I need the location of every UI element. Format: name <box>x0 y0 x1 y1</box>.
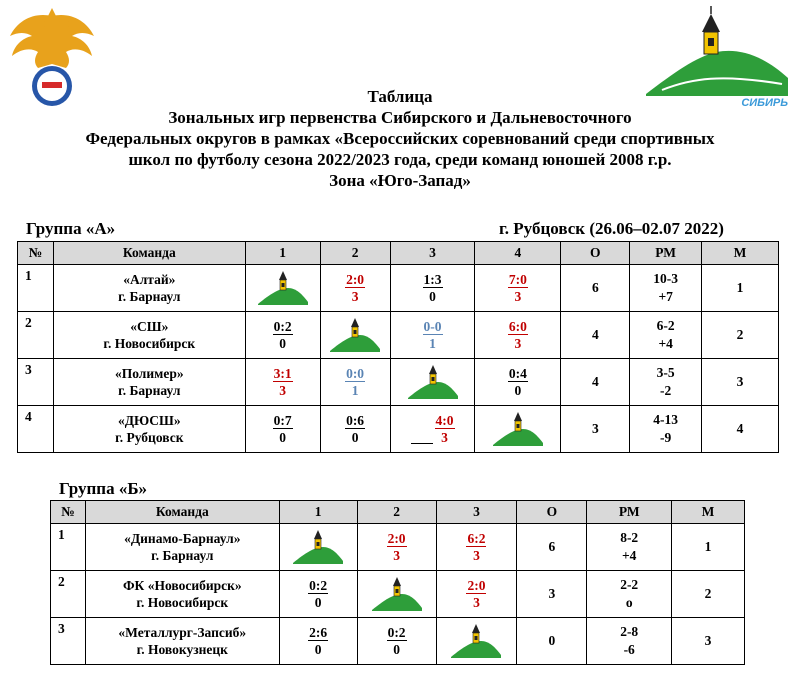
goals-ratio: 2-8 <box>620 624 639 639</box>
group-a-standings-table <box>17 241 779 453</box>
points: 0 <box>393 641 400 657</box>
team-city: г. Новокузнецк <box>136 642 228 657</box>
column-header: 3 <box>390 242 475 265</box>
goals: 2:0 <box>467 577 486 593</box>
self-match-cell <box>475 406 561 453</box>
row-number: 4 <box>18 406 54 453</box>
match-score <box>423 319 443 351</box>
team-name: ФК «Новосибирск» <box>122 578 242 593</box>
goal-difference: +4 <box>658 336 673 351</box>
points: 0 <box>314 641 322 657</box>
goals: 0:6 <box>346 412 365 428</box>
column-header: 2 <box>357 501 436 524</box>
goals-ratio: 8-2 <box>620 530 639 545</box>
column-header: М <box>672 501 745 524</box>
self-match-cell <box>245 265 320 312</box>
points: 0 <box>279 335 286 351</box>
goals-cell <box>630 265 702 312</box>
total-points: 4 <box>561 312 630 359</box>
goals-cell <box>630 312 702 359</box>
match-result-cell <box>320 406 390 453</box>
team-city: г. Барнаул <box>151 548 214 563</box>
column-header: М <box>702 242 779 265</box>
column-header: О <box>561 242 630 265</box>
row-number: 1 <box>51 524 86 571</box>
goal-difference: -9 <box>660 430 672 445</box>
place: 3 <box>702 359 779 406</box>
match-result-cell <box>320 359 390 406</box>
column-header: № <box>51 501 86 524</box>
total-points: 3 <box>517 571 587 618</box>
diagonal-hill-tower-icon <box>328 315 382 355</box>
total-points: 6 <box>517 524 587 571</box>
group-b-standings-table <box>50 500 745 665</box>
match-score <box>345 413 365 445</box>
team-cell <box>85 618 279 665</box>
team-city: г. Новосибирск <box>103 336 196 351</box>
goals: 3:1 <box>273 365 292 381</box>
total-points: 6 <box>561 265 630 312</box>
points: 0 <box>279 429 286 445</box>
team-name: «Динамо-Барнаул» <box>124 531 241 546</box>
goals: 2:6 <box>309 624 328 640</box>
title-line: Таблица <box>367 87 433 106</box>
diagonal-hill-tower-icon <box>449 621 503 661</box>
match-result-cell <box>390 312 475 359</box>
points: 0 <box>514 382 522 398</box>
place: 1 <box>702 265 779 312</box>
row-number: 1 <box>18 265 54 312</box>
match-result-cell <box>436 571 517 618</box>
goals: 2:0 <box>387 530 406 546</box>
goals: 1:3 <box>423 271 442 287</box>
team-cell <box>85 571 279 618</box>
goals-ratio: 6-2 <box>656 318 675 333</box>
title-line: Зональных игр первенства Сибирского и Дальневосточного <box>168 108 632 127</box>
match-result-cell <box>390 265 475 312</box>
title-line: Федеральных округов в рамках «Всероссийских соревнований среди спортивных <box>85 129 715 148</box>
self-match-cell <box>390 359 475 406</box>
points: 3 <box>514 335 522 351</box>
points: 0 <box>314 594 322 610</box>
match-score <box>308 625 328 657</box>
match-score <box>308 578 328 610</box>
table-row <box>18 359 779 406</box>
column-header: 2 <box>320 242 390 265</box>
title-line: Зона «Юго-Запад» <box>329 171 471 190</box>
column-header: О <box>517 501 587 524</box>
points: 3 <box>393 547 400 563</box>
diagonal-hill-tower-icon <box>406 362 460 402</box>
goals-ratio: 4-13 <box>653 412 679 427</box>
team-cell <box>53 406 245 453</box>
goals-ratio: 10-3 <box>653 271 679 286</box>
row-number: 3 <box>18 359 54 406</box>
points: 1 <box>429 335 436 351</box>
match-score <box>508 319 528 351</box>
place: 4 <box>702 406 779 453</box>
match-result-cell <box>320 265 390 312</box>
match-result-cell <box>279 571 357 618</box>
goals: 0:2 <box>387 624 406 640</box>
team-name: «Металлург-Запсиб» <box>118 625 247 640</box>
match-score <box>508 272 528 304</box>
match-score <box>273 319 293 351</box>
match-result-cell <box>436 524 517 571</box>
goals: 0:2 <box>309 577 328 593</box>
match-result-cell <box>390 406 475 453</box>
total-points: 0 <box>517 618 587 665</box>
goal-difference: о <box>625 595 633 610</box>
points: 0 <box>429 288 436 304</box>
team-cell <box>53 265 245 312</box>
self-match-cell <box>279 524 357 571</box>
goals-cell <box>587 618 672 665</box>
table-row <box>51 618 745 665</box>
goals-ratio: 3-5 <box>656 365 675 380</box>
column-header: 1 <box>245 242 320 265</box>
goal-difference: +7 <box>658 289 673 304</box>
team-cell <box>53 359 245 406</box>
column-header: 1 <box>279 501 357 524</box>
goals: 0:2 <box>273 318 292 334</box>
points: 1 <box>351 382 359 398</box>
goal-difference: -2 <box>660 383 672 398</box>
match-score <box>466 531 486 563</box>
goals: 7:0 <box>508 271 527 287</box>
match-score <box>387 625 407 657</box>
total-points: 4 <box>561 359 630 406</box>
place: 2 <box>672 571 745 618</box>
table-row <box>18 406 779 453</box>
row-number: 2 <box>51 571 86 618</box>
goal-difference: +4 <box>621 548 637 563</box>
column-header: РМ <box>630 242 702 265</box>
points: 3 <box>279 382 286 398</box>
table-row <box>18 312 779 359</box>
goals: 0:4 <box>508 365 527 381</box>
team-city: г. Новосибирск <box>136 595 229 610</box>
team-city: г. Барнаул <box>118 289 181 304</box>
match-result-cell <box>245 312 320 359</box>
table-row <box>18 265 779 312</box>
self-match-cell <box>436 618 517 665</box>
match-score <box>273 413 293 445</box>
place: 1 <box>672 524 745 571</box>
points: 0 <box>351 429 359 445</box>
match-result-cell <box>245 406 320 453</box>
match-result-cell <box>279 618 357 665</box>
match-score <box>387 531 407 563</box>
diagonal-hill-tower-icon <box>256 268 310 308</box>
self-match-cell <box>320 312 390 359</box>
match-result-cell <box>475 359 561 406</box>
goal-difference: -6 <box>623 642 635 657</box>
team-name: «Полимер» <box>114 366 184 381</box>
column-header: 4 <box>475 242 561 265</box>
goals: 0-0 <box>423 318 442 334</box>
diagonal-hill-tower-icon <box>370 574 424 614</box>
self-match-cell <box>357 571 436 618</box>
team-name: «ДЮСШ» <box>118 413 181 428</box>
team-cell <box>53 312 245 359</box>
table-row <box>51 571 745 618</box>
goals-cell <box>587 571 672 618</box>
match-score <box>345 272 365 304</box>
goals-cell <box>630 406 702 453</box>
goals-cell <box>587 524 672 571</box>
column-header: 3 <box>436 501 517 524</box>
document-title <box>0 86 800 191</box>
match-result-cell <box>357 524 436 571</box>
match-score <box>423 272 443 304</box>
diagonal-hill-tower-icon <box>491 409 545 449</box>
row-number: 2 <box>18 312 54 359</box>
match-score <box>345 366 365 398</box>
match-score <box>508 366 528 398</box>
goals: 0:7 <box>273 412 292 428</box>
goals: 2:0 <box>346 271 365 287</box>
goals: 6:0 <box>508 318 527 334</box>
group-a-label: Группа «А» <box>26 219 116 238</box>
group-b-label: Группа «Б» <box>59 479 148 498</box>
title-line: школ по футболу сезона 2022/2023 года, среди команд юношей 2008 г.р. <box>128 150 672 169</box>
team-cell <box>85 524 279 571</box>
goals: 0:0 <box>346 365 365 381</box>
goals-cell <box>630 359 702 406</box>
team-name: «Алтай» <box>123 272 176 287</box>
points: 3 <box>473 594 480 610</box>
goals: 6:2 <box>467 530 486 546</box>
match-result-cell <box>475 312 561 359</box>
match-score <box>466 578 486 610</box>
match-result-cell <box>475 265 561 312</box>
table-row <box>51 524 745 571</box>
row-number: 3 <box>51 618 86 665</box>
group-a-location: г. Рубцовск (26.06–02.07 2022) <box>499 219 724 238</box>
team-city: г. Рубцовск <box>115 430 184 445</box>
diagonal-hill-tower-icon <box>291 527 345 567</box>
column-header: Команда <box>53 242 245 265</box>
match-score <box>273 366 293 398</box>
place: 3 <box>672 618 745 665</box>
match-result-cell <box>357 618 436 665</box>
match-result-cell <box>245 359 320 406</box>
team-city: г. Барнаул <box>118 383 181 398</box>
team-name: «СШ» <box>130 319 169 334</box>
dash-mark <box>411 443 433 444</box>
goals-ratio: 2-2 <box>620 577 639 592</box>
column-header: РМ <box>587 501 672 524</box>
place: 2 <box>702 312 779 359</box>
column-header: № <box>18 242 54 265</box>
goals: 4:0 <box>435 412 454 428</box>
total-points: 3 <box>561 406 630 453</box>
points: 3 <box>351 288 359 304</box>
column-header: Команда <box>85 501 279 524</box>
points: 3 <box>441 429 448 445</box>
points: 3 <box>514 288 522 304</box>
points: 3 <box>473 547 480 563</box>
match-score <box>435 413 455 445</box>
logo-text: СИБИРЬ <box>741 97 788 109</box>
